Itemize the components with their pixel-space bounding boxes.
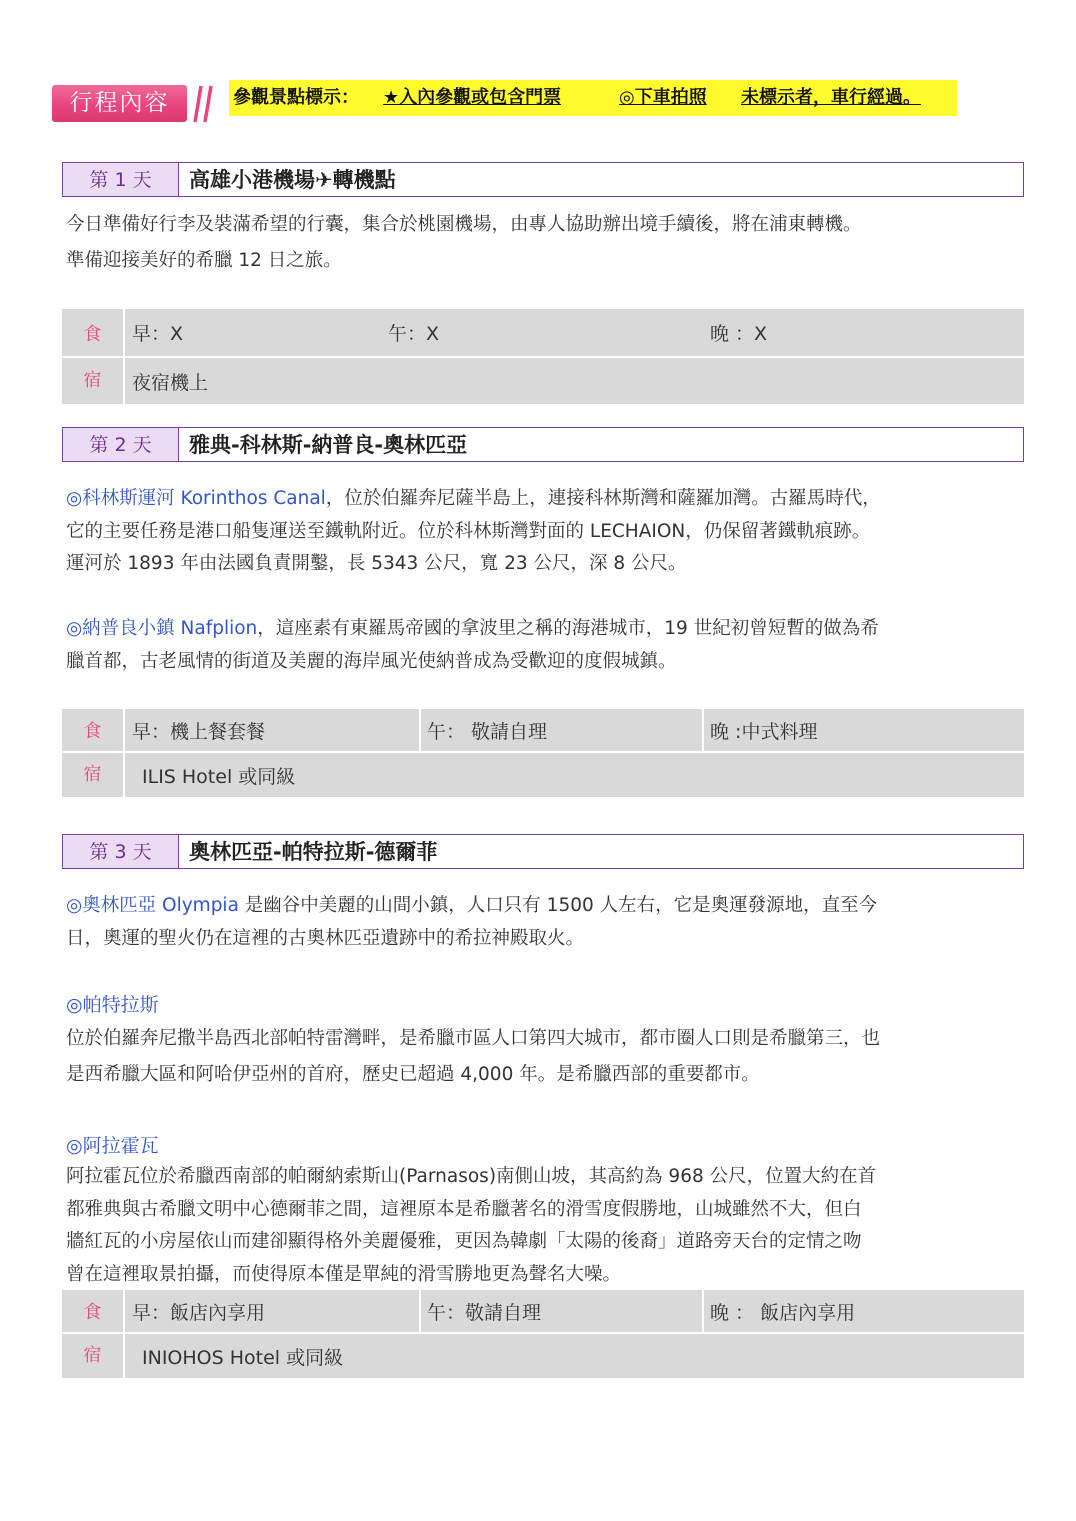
paragraph-line: 是西希臘大區和阿哈伊亞州的首府，歷史已超過 4,000 年。是希臘西部的重要都市。 [66,1064,760,1085]
paragraph-line: ，這座素有東羅馬帝國的拿波里之稱的海港城市，19 世紀初曾短暫的做為希 [257,618,879,639]
day-3-meal-table [62,1290,1024,1378]
day-3-header [62,834,1024,869]
paragraph-line: 日，奧運的聖火仍在這裡的古奧林匹亞遺跡中的希拉神殿取火。 [66,927,585,949]
dinner: 晚 :中式料理 [710,721,818,743]
place-name: ◎納普良小鎮 Nafplion [66,618,258,639]
day-title: 高雄小港機場✈轉機點 [189,168,396,192]
double-slash-icon [190,82,216,126]
hotel-label: 宿 [62,1334,125,1378]
patras-section [66,1021,1018,1093]
lunch: 午：X [388,323,440,345]
paragraph-line: 它的主要任務是港口船隻運送至鐵軌附近。位於科林斯灣對面的 LECHAION，仍保留著鐵軌痕跡。 [66,520,871,542]
breakfast: 早：飯店內享用 [132,1302,266,1324]
lunch: 午：敬請自理 [427,1302,542,1324]
paragraph-line: 位於伯羅奔尼撒半島西北部帕特雷灣畔，是希臘市區人口第四大城市，都市圈人口則是希臘第三，也 [66,1028,881,1049]
paragraph-line: 臘首都，古老風情的街道及美麗的海岸風光使納普成為受歡迎的度假城鎮。 [66,650,677,672]
day-1-meal-table [62,309,1024,404]
itinerary-badge: 行程內容 [52,85,187,122]
nafplion-section [66,613,1018,678]
legend-photo: ◎下車拍照 [619,87,707,108]
legend-bar [229,80,957,116]
paragraph-line: 運河於 1893 年由法國負責開鑿，長 5343 公尺，寬 23 公尺，深 8 公尺。 [66,553,687,574]
place-name: ◎奧林匹亞 Olympia [66,895,239,916]
day-label: 第 2 天 [63,428,179,461]
paragraph-line: 阿拉霍瓦位於希臘西南部的帕爾納索斯山(Parnasos)南側山坡，其高約為 968 公尺，位置大約在首 [66,1166,877,1187]
meal-label: 食 [62,709,125,751]
hotel-label: 宿 [62,753,125,797]
day-1-description [66,207,1018,279]
day-label: 第 3 天 [63,835,179,868]
paragraph-line: 都雅典與古希臘文明中心德爾菲之間，這裡原本是希臘著名的滑雪度假勝地，山城雖然不大，但白 [66,1198,862,1220]
breakfast: 早：機上餐套餐 [132,721,266,743]
legend-prefix: 參觀景點標示： [233,87,359,108]
paragraph-line: 準備迎接美好的希臘 12 日之旅。 [66,250,342,271]
hotel-label: 宿 [62,358,125,404]
patras-heading: ◎帕特拉斯 [66,994,159,1016]
hotel: 夜宿機上 [132,372,209,394]
day-label: 第 1 天 [63,163,179,196]
legend-star: ★入內參觀或包含門票 [383,87,562,108]
paragraph-line: 今日準備好行李及裝滿希望的行囊，集合於桃園機場，由專人協助辦出境手續後，將在浦東轉機。 [66,214,862,235]
hotel: INIOHOS Hotel 或同級 [142,1347,344,1369]
paragraph-line: 是幽谷中美麗的山間小鎮，人口只有 1500 人左右，它是奧運發源地，直至今 [238,895,878,916]
hotel: ILIS Hotel 或同級 [142,766,296,788]
paragraph-line: 牆紅瓦的小房屋依山而建卻顯得格外美麗優雅，更因為韓劇「太陽的後裔」道路旁天台的定情之吻 [66,1231,862,1252]
olympia-section [66,890,1018,955]
meal-label: 食 [62,309,125,356]
arachova-section [66,1161,1018,1291]
paragraph-line: ，位於伯羅奔尼薩半島上，連接科林斯灣和薩羅加灣。古羅馬時代， [325,488,881,509]
legend-none: 未標示者，車行經過。 [741,87,921,108]
arachova-heading: ◎阿拉霍瓦 [66,1135,159,1157]
day-1-header [62,162,1024,197]
dinner: 晚 ：X [710,323,768,345]
corinth-canal-section [66,483,1018,581]
day-title: 奧林匹亞-帕特拉斯-德爾菲 [189,840,438,864]
day-2-header [62,427,1024,462]
day-2-meal-table [62,709,1024,797]
paragraph-line: 曾在這裡取景拍攝，而使得原本僅是單純的滑雪勝地更為聲名大噪。 [66,1263,622,1285]
place-name: ◎科林斯運河 Korinthos Canal [66,488,326,509]
meal-label: 食 [62,1290,125,1332]
dinner: 晚 ： 飯店內享用 [710,1302,856,1324]
day-title: 雅典-科林斯-納普良-奧林匹亞 [189,433,468,457]
breakfast: 早：X [132,323,184,345]
lunch: 午： 敬請自理 [427,721,548,743]
